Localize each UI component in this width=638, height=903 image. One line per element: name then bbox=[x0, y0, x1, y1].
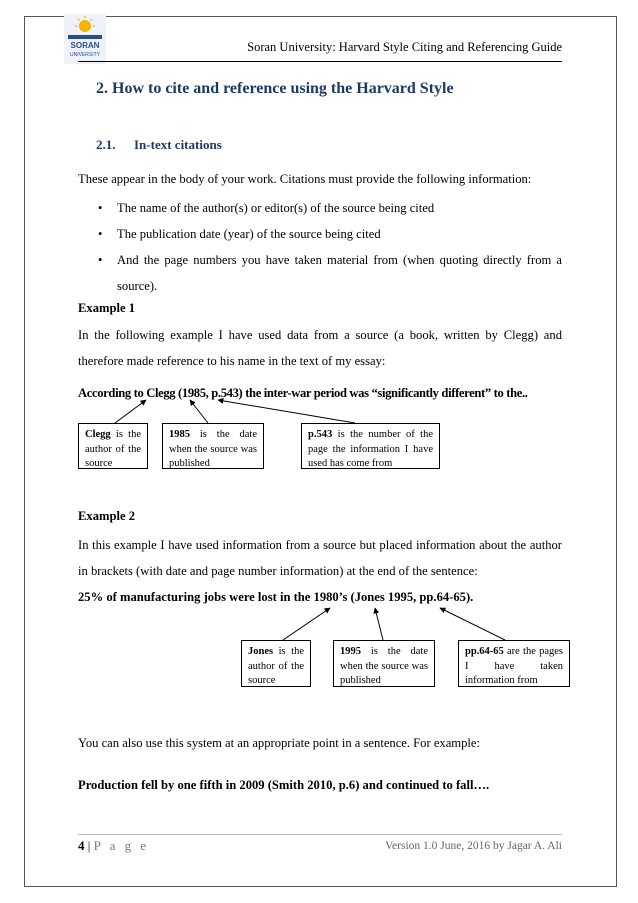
section-heading: 2. How to cite and reference using the Harvard Style bbox=[96, 80, 454, 97]
box-term: 1985 bbox=[169, 429, 190, 440]
box-text: is the number of the page the information I have used has come from bbox=[308, 429, 433, 469]
final-example: Production fell by one fifth in 2009 (Smith 2010, p.6) and continued to fall…. bbox=[78, 778, 490, 792]
svg-text:SORAN: SORAN bbox=[70, 41, 100, 50]
footer-divider bbox=[78, 834, 562, 835]
arrow-1985 bbox=[190, 400, 208, 423]
list-item: • The publication date (year) of the source being cited bbox=[78, 221, 562, 247]
intro-paragraph: These appear in the body of your work. Citations must provide the following information: bbox=[78, 172, 532, 186]
header-title: Soran University: Harvard Style Citing and Referencing Guide bbox=[247, 40, 562, 54]
arrow-pp6465 bbox=[440, 608, 505, 640]
box-term: 1995 bbox=[340, 646, 361, 657]
box-term: p.543 bbox=[308, 429, 333, 440]
page-label: P a g e bbox=[93, 838, 150, 853]
box-term: Jones bbox=[248, 646, 274, 657]
svg-text:UNIVERSITY: UNIVERSITY bbox=[69, 52, 101, 58]
version-info: Version 1.0 June, 2016 by Jagar A. Ali bbox=[385, 840, 562, 852]
subsection-number: 2.1. bbox=[96, 137, 116, 152]
box-term: Clegg bbox=[85, 429, 111, 440]
list-item: • And the page numbers you have taken material from (when quoting directly from a source). bbox=[78, 247, 562, 299]
also-paragraph: You can also use this system at an appropriate point in a sentence. For example: bbox=[78, 736, 480, 750]
example1-text: In the following example I have used data from a source (a book, written by Clegg) and therefore made reference to his name in the text of my essay: bbox=[78, 328, 562, 368]
list-item: • The name of the author(s) or editor(s) of the source being cited bbox=[78, 195, 562, 221]
example2-citation: 25% of manufacturing jobs were lost in the 1980’s (Jones 1995, pp.64-65). bbox=[78, 590, 474, 604]
page-number: 4 bbox=[78, 838, 85, 853]
box-text: are the pages I have taken information from bbox=[465, 646, 563, 686]
page-separator: | bbox=[84, 838, 94, 853]
arrow-clegg bbox=[115, 400, 146, 423]
box-term: pp.64-65 bbox=[465, 646, 504, 657]
subsection-title: In-text citations bbox=[134, 137, 222, 152]
arrow-1995 bbox=[375, 608, 383, 640]
example1-citation: According to Clegg (1985, p.543) the inter-war period was “significantly different” to the.. bbox=[78, 386, 528, 400]
example2-text: In this example I have used information from a source but placed information about the author in brackets (with date and page number information) at the end of the sentence: bbox=[78, 538, 562, 578]
page-footer bbox=[78, 838, 149, 854]
box-text: is the date when the source was published bbox=[340, 646, 428, 686]
example1-label: Example 1 bbox=[78, 301, 136, 315]
example2-label: Example 2 bbox=[78, 509, 136, 523]
box-text: is the author of the source bbox=[248, 646, 304, 686]
arrow-p543 bbox=[218, 400, 355, 423]
box-text: is the author of the source bbox=[85, 429, 141, 469]
box-text: is the date when the source was published bbox=[169, 429, 257, 469]
arrow-jones bbox=[283, 608, 330, 640]
